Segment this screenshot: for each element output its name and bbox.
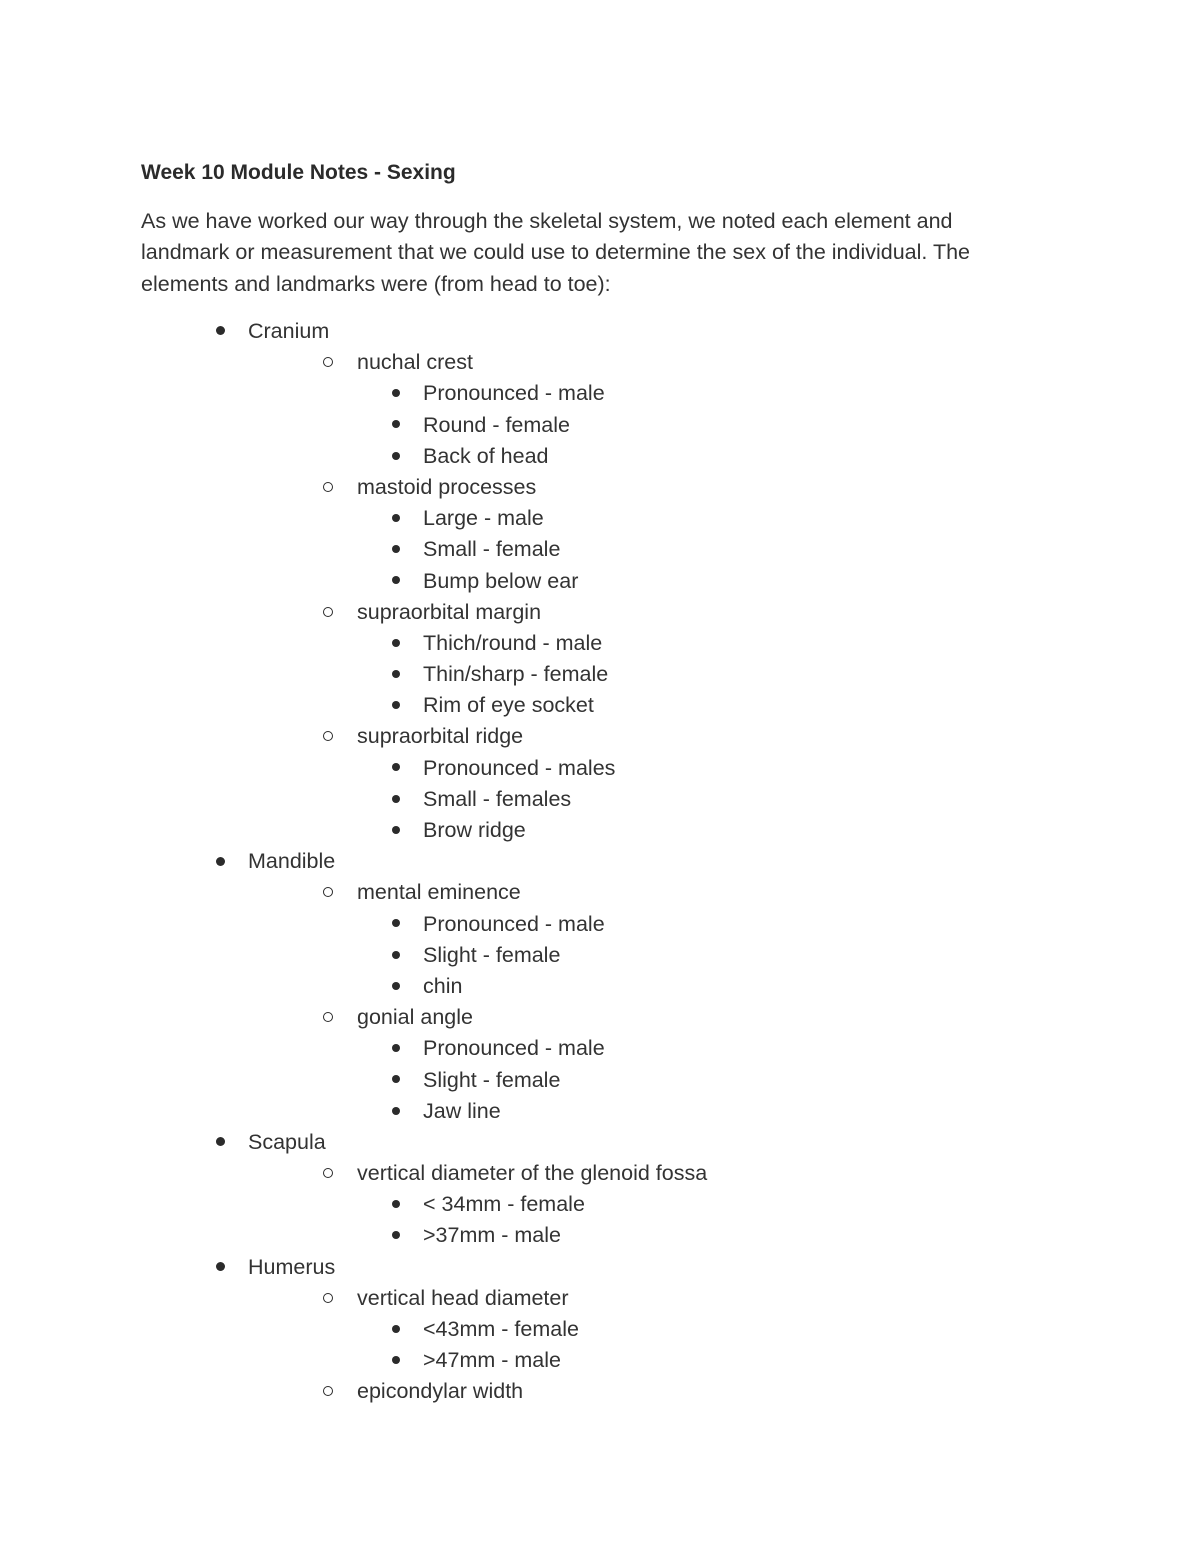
- outline-item-level2: [0, 1376, 1200, 1407]
- outline-item-text: Pronounced - males: [423, 755, 616, 780]
- filled-circle-bullet-icon: [386, 628, 406, 659]
- filled-circle-bullet-icon: [386, 1314, 406, 1345]
- outline-item-level1: [0, 846, 1200, 877]
- outline-item-text: >37mm - male: [423, 1223, 561, 1248]
- outline-item-text: Humerus: [248, 1254, 336, 1279]
- outline-item-text: Thin/sharp - female: [423, 662, 609, 687]
- outline-item-level1: [0, 316, 1200, 347]
- filled-circle-bullet-icon: [386, 1096, 406, 1127]
- outline-item-text: gonial angle: [357, 1005, 473, 1030]
- intro-line: As we have worked our way through the skeletal system, we noted each element and: [141, 209, 953, 233]
- outline-item-level3: [0, 659, 1200, 690]
- outline-item-level3: [0, 940, 1200, 971]
- hollow-circle-bullet-icon: [318, 1158, 338, 1189]
- outline-item-level3: [0, 690, 1200, 721]
- outline-item-level2: [0, 1002, 1200, 1033]
- outline-item-text: supraorbital ridge: [357, 724, 524, 749]
- filled-circle-bullet-icon: [386, 690, 406, 721]
- filled-circle-bullet-icon: [210, 1127, 230, 1158]
- outline-item-text: Pronounced - male: [423, 911, 605, 936]
- outline-item-level2: [0, 347, 1200, 378]
- intro-line: elements and landmarks were (from head to toe):: [141, 271, 611, 296]
- outline-list: [0, 316, 1200, 1408]
- outline-item-level2: [0, 472, 1200, 503]
- outline-item-text: Thich/round - male: [423, 630, 603, 655]
- filled-circle-bullet-icon: [386, 971, 406, 1002]
- outline-item-text: mental eminence: [357, 880, 521, 905]
- outline-item-level3: [0, 1096, 1200, 1127]
- filled-circle-bullet-icon: [386, 659, 406, 690]
- filled-circle-bullet-icon: [386, 1189, 406, 1220]
- outline-item-text: Pronounced - male: [423, 381, 605, 406]
- outline-item-level3: [0, 1314, 1200, 1345]
- outline-item-level2: [0, 1158, 1200, 1189]
- filled-circle-bullet-icon: [386, 1065, 406, 1096]
- outline-item-level3: [0, 1189, 1200, 1220]
- outline-item-text: Scapula: [248, 1129, 326, 1154]
- outline-item-text: <43mm - female: [423, 1317, 579, 1341]
- filled-circle-bullet-icon: [386, 441, 406, 472]
- hollow-circle-bullet-icon: [318, 1376, 338, 1407]
- filled-circle-bullet-icon: [386, 909, 406, 940]
- filled-circle-bullet-icon: [210, 316, 230, 347]
- filled-circle-bullet-icon: [386, 503, 406, 534]
- filled-circle-bullet-icon: [386, 1220, 406, 1251]
- outline-item-level3: [0, 534, 1200, 565]
- filled-circle-bullet-icon: [386, 784, 406, 815]
- outline-item-text: >47mm - male: [423, 1348, 561, 1373]
- outline-item-level1: [0, 1252, 1200, 1283]
- outline-item-text: epicondylar width: [357, 1379, 524, 1404]
- filled-circle-bullet-icon: [386, 1033, 406, 1064]
- outline-item-level3: [0, 1345, 1200, 1376]
- outline-item-text: Round - female: [423, 412, 570, 437]
- outline-item-level2: [0, 877, 1200, 908]
- outline-item-text: chin: [423, 973, 463, 998]
- outline-item-level3: [0, 909, 1200, 940]
- hollow-circle-bullet-icon: [318, 472, 338, 503]
- outline-item-text: mastoid processes: [357, 474, 537, 499]
- filled-circle-bullet-icon: [386, 566, 406, 597]
- outline-item-level3: [0, 1220, 1200, 1251]
- intro-line: landmark or measurement that we could use to determine the sex of the individual. The: [141, 240, 970, 265]
- outline-item-level3: [0, 753, 1200, 784]
- filled-circle-bullet-icon: [210, 846, 230, 877]
- hollow-circle-bullet-icon: [318, 597, 338, 628]
- outline-item-level2: [0, 721, 1200, 752]
- outline-item-text: Small - females: [423, 786, 572, 811]
- document-title: Week 10 Module Notes - Sexing: [141, 161, 456, 184]
- outline-item-text: Back of head: [423, 443, 549, 468]
- intro-paragraph: [141, 206, 1071, 300]
- outline-item-level3: [0, 441, 1200, 472]
- outline-item-level3: [0, 1033, 1200, 1064]
- outline-item-level3: [0, 1065, 1200, 1096]
- outline-item-text: Rim of eye socket: [423, 693, 594, 718]
- outline-item-text: Slight - female: [423, 1067, 561, 1092]
- filled-circle-bullet-icon: [386, 534, 406, 565]
- outline-item-text: Jaw line: [423, 1098, 501, 1123]
- filled-circle-bullet-icon: [386, 1345, 406, 1376]
- outline-item-text: vertical diameter of the glenoid fossa: [357, 1161, 708, 1186]
- outline-item-text: Brow ridge: [423, 818, 526, 842]
- hollow-circle-bullet-icon: [318, 1002, 338, 1033]
- outline-item-level1: [0, 1127, 1200, 1158]
- hollow-circle-bullet-icon: [318, 1283, 338, 1314]
- outline-item-text: Pronounced - male: [423, 1036, 605, 1061]
- filled-circle-bullet-icon: [386, 815, 406, 846]
- filled-circle-bullet-icon: [386, 940, 406, 971]
- outline-item-text: Slight - female: [423, 942, 561, 967]
- outline-item-text: Cranium: [248, 319, 330, 343]
- outline-item-level3: [0, 566, 1200, 597]
- outline-item-text: Mandible: [248, 849, 336, 874]
- hollow-circle-bullet-icon: [318, 347, 338, 378]
- outline-item-text: vertical head diameter: [357, 1285, 569, 1310]
- filled-circle-bullet-icon: [210, 1252, 230, 1283]
- outline-item-level3: [0, 410, 1200, 441]
- outline-item-text: < 34mm - female: [423, 1192, 585, 1217]
- outline-item-text: Large - male: [423, 506, 544, 531]
- hollow-circle-bullet-icon: [318, 877, 338, 908]
- filled-circle-bullet-icon: [386, 378, 406, 409]
- outline-item-level3: [0, 784, 1200, 815]
- outline-item-level3: [0, 503, 1200, 534]
- outline-item-level3: [0, 971, 1200, 1002]
- outline-item-text: Small - female: [423, 537, 561, 562]
- outline-item-level2: [0, 597, 1200, 628]
- hollow-circle-bullet-icon: [318, 721, 338, 752]
- outline-item-level2: [0, 1283, 1200, 1314]
- outline-item-level3: [0, 815, 1200, 846]
- outline-item-level3: [0, 628, 1200, 659]
- outline-item-text: nuchal crest: [357, 350, 473, 375]
- outline-item-level3: [0, 378, 1200, 409]
- filled-circle-bullet-icon: [386, 753, 406, 784]
- outline-item-text: Bump below ear: [423, 568, 579, 593]
- filled-circle-bullet-icon: [386, 410, 406, 441]
- outline-item-text: supraorbital margin: [357, 599, 542, 624]
